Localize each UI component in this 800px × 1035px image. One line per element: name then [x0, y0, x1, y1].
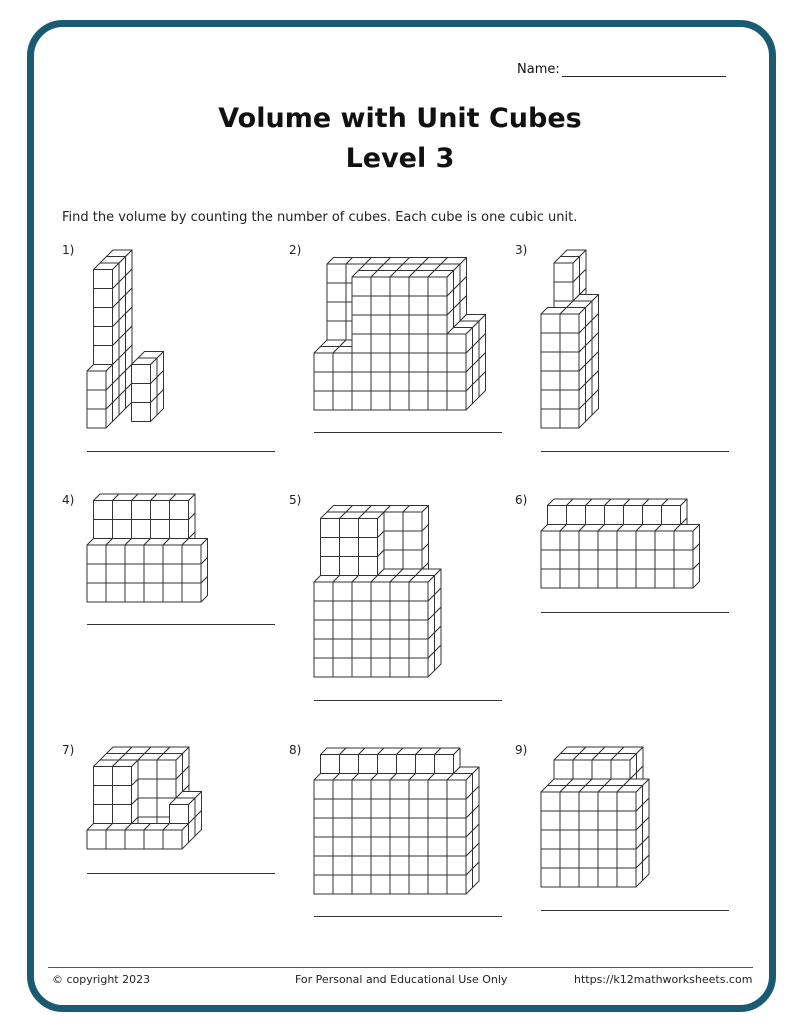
problem-number: 9)	[515, 743, 528, 757]
problem-number: 1)	[62, 243, 75, 257]
answer-line[interactable]	[314, 916, 502, 917]
answer-line[interactable]	[87, 873, 275, 874]
footer-notice: For Personal and Educational Use Only	[295, 973, 508, 986]
answer-line[interactable]	[541, 910, 729, 911]
problem-number: 7)	[62, 743, 75, 757]
name-field[interactable]	[517, 62, 726, 77]
page-subtitle: Level 3	[345, 143, 455, 174]
problem-number: 2)	[289, 243, 302, 257]
name-blank[interactable]	[562, 62, 726, 77]
instructions: Find the volume by counting the number of cubes. Each cube is one cubic unit.	[62, 210, 578, 225]
answer-line[interactable]	[87, 624, 275, 625]
page-title: Volume with Unit Cubes	[218, 103, 582, 134]
answer-line[interactable]	[314, 700, 502, 701]
footer-copyright: © copyright 2023	[52, 973, 151, 986]
footer-divider	[48, 967, 753, 968]
name-label: Name:	[517, 62, 560, 77]
answer-line[interactable]	[541, 451, 729, 452]
problem-number: 6)	[515, 493, 528, 507]
answer-line[interactable]	[87, 451, 275, 452]
problem-number: 3)	[515, 243, 528, 257]
answer-line[interactable]	[541, 612, 729, 613]
problem-number: 4)	[62, 493, 75, 507]
footer-website: https://k12mathworksheets.com	[574, 973, 753, 986]
problem-number: 8)	[289, 743, 302, 757]
problem-number: 5)	[289, 493, 302, 507]
answer-line[interactable]	[314, 432, 502, 433]
